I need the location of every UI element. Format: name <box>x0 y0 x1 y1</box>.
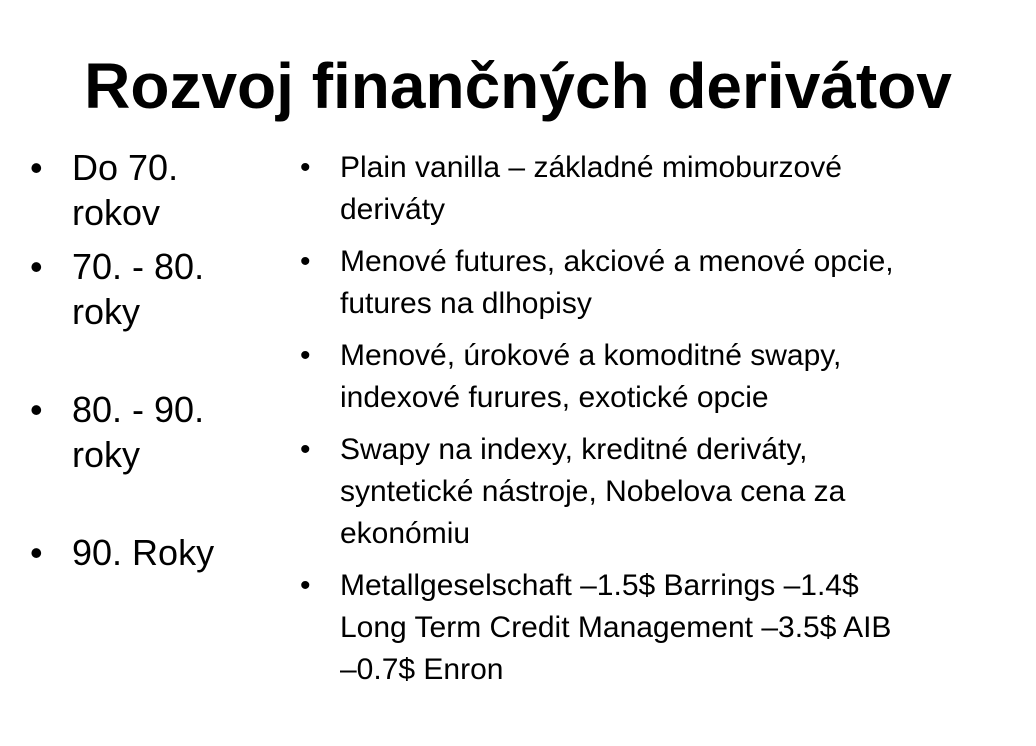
bullet-icon: • <box>300 433 311 466</box>
development-item <box>300 241 1020 325</box>
bullet-icon: • <box>300 151 311 184</box>
development-item <box>300 565 1020 691</box>
development-line: Swapy na indexy, kreditné deriváty, <box>340 433 808 466</box>
development-line: Menové futures, akciové a menové opcie, <box>340 245 894 278</box>
development-line: syntetické nástroje, Nobelova cena za <box>340 475 846 508</box>
period-item <box>30 145 270 235</box>
bullet-icon: • <box>300 245 311 278</box>
period-label: 70. - 80. roky <box>72 246 205 332</box>
bullet-icon: • <box>30 246 43 287</box>
bullet-icon: • <box>300 339 311 372</box>
period-label: 80. - 90. roky <box>72 389 205 475</box>
development-line: Menové, úrokové a komoditné swapy, <box>340 339 842 372</box>
period-item <box>30 530 270 575</box>
bullet-icon: • <box>30 532 43 573</box>
development-line: ekonómiu <box>340 517 471 550</box>
development-line: Plain vanilla – základné mimoburzové <box>340 151 842 184</box>
bullet-icon: • <box>30 389 43 430</box>
development-line: futures na dlhopisy <box>340 287 592 320</box>
period-item <box>30 387 270 477</box>
development-item <box>300 147 1020 231</box>
period-label: 90. Roky <box>72 532 215 573</box>
development-line: –0.7$ Enron <box>340 653 504 686</box>
slide-title: Rozvoj finančných derivátov <box>84 50 952 122</box>
bullet-icon: • <box>30 147 43 188</box>
development-item <box>300 429 1020 555</box>
development-item <box>300 335 1020 419</box>
period-label: Do 70. rokov <box>72 147 179 233</box>
development-line: deriváty <box>340 193 446 226</box>
period-list <box>30 145 270 575</box>
development-line: Long Term Credit Management –3.5$ AIB <box>340 611 892 644</box>
period-item <box>30 244 270 334</box>
development-line: indexové furures, exotické opcie <box>340 381 769 414</box>
bullet-icon: • <box>300 569 311 602</box>
development-line: Metallgeselschaft –1.5$ Barrings –1.4$ <box>340 569 859 602</box>
development-list <box>300 147 1020 691</box>
